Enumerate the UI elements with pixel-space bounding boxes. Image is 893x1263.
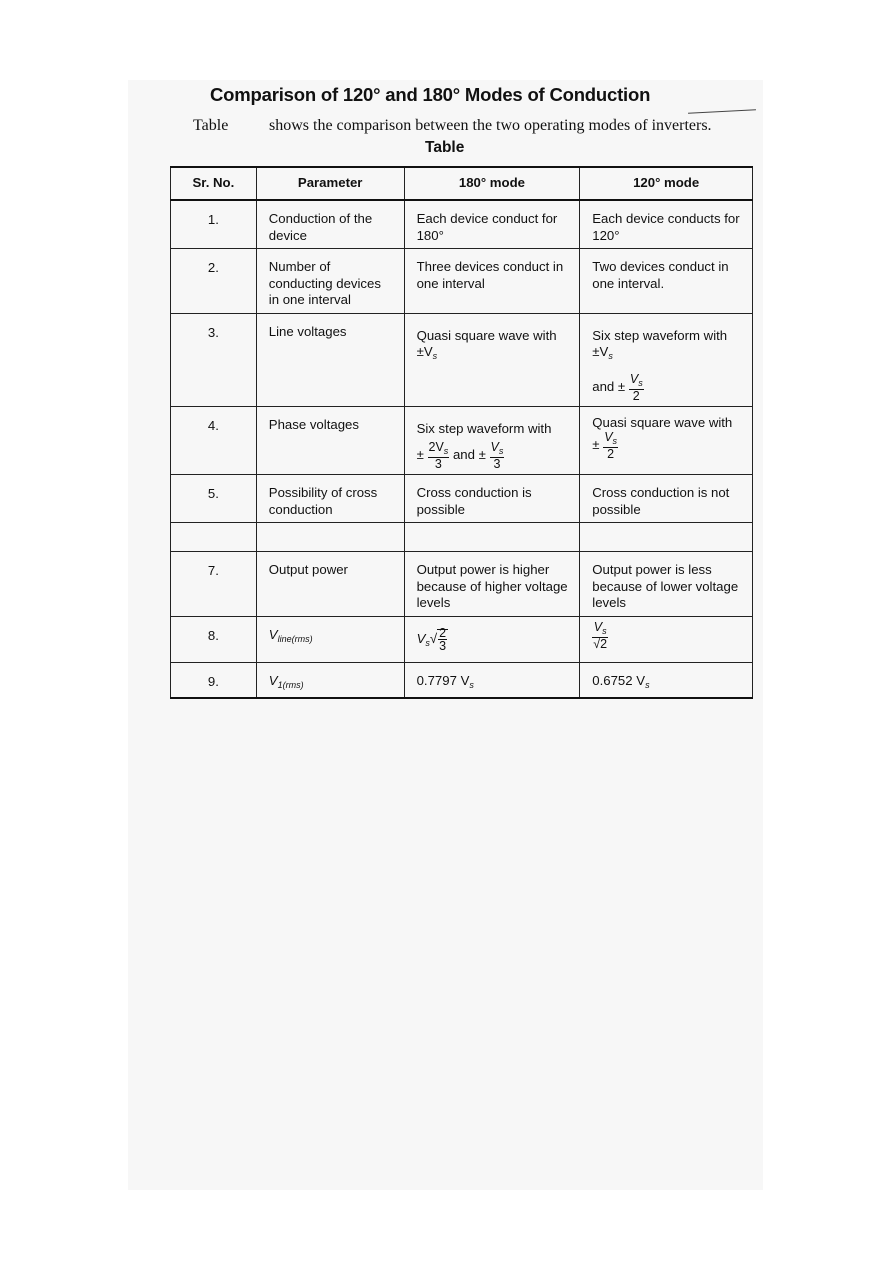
- comparison-table: [170, 166, 753, 699]
- v: V: [593, 619, 603, 634]
- fraction-vs-over-3: [490, 441, 505, 470]
- fraction-2-over-3: [438, 627, 447, 652]
- table-caption: Table: [425, 139, 465, 156]
- subscript-s: s: [608, 351, 613, 361]
- row-120-mode: Each device conducts for 120°: [580, 200, 753, 249]
- sqrt-2-over-3: √ $\frac{2}{3}$: [429, 625, 447, 653]
- row-parameter: Output power: [256, 552, 404, 617]
- subscript-s: s: [645, 679, 650, 690]
- row-180-mode: [404, 662, 580, 698]
- intro-table-label: Table: [193, 117, 229, 134]
- table-row: [171, 313, 753, 406]
- intro-text: shows the comparison between the two operating modes of inverters.: [269, 117, 712, 134]
- table-row: [171, 662, 753, 698]
- v: V: [416, 630, 426, 646]
- denominator: 2: [632, 388, 640, 403]
- v-1: V: [268, 672, 278, 688]
- intro-paragraph: [193, 117, 712, 135]
- row-number: 4.: [171, 406, 257, 475]
- and-pm: and ±: [592, 378, 626, 394]
- pm-v: ±V: [416, 344, 433, 359]
- row-120-mode: Two devices conduct in one interval.: [580, 249, 753, 314]
- fraction-vs-over-sqrt2: [592, 621, 608, 650]
- table-row: [171, 475, 753, 523]
- denominator: 3: [493, 457, 501, 471]
- denominator: √2: [593, 636, 608, 651]
- row-parameter: Line voltages: [256, 313, 404, 406]
- row-120-mode: [580, 662, 753, 698]
- row-number: 2.: [171, 249, 257, 314]
- row-parameter: Number of conducting devices in one interval: [256, 249, 404, 314]
- row-120-mode: Cross conduction is not possible: [580, 475, 753, 523]
- row-180-mode: [404, 406, 580, 475]
- row-parameter: Possibility of cross conduction: [256, 475, 404, 523]
- row-number: [171, 523, 257, 552]
- table-row: [171, 616, 753, 662]
- v: V: [490, 440, 499, 454]
- v: V: [629, 371, 639, 386]
- numerator: 2: [439, 625, 447, 640]
- subscript-s: s: [425, 637, 430, 648]
- table-row: [171, 406, 753, 475]
- fraction-vs-over-2: [603, 431, 618, 460]
- subscript-s: s: [443, 446, 449, 456]
- table-row: [171, 552, 753, 617]
- v: V: [604, 430, 613, 444]
- row-parameter: [256, 662, 404, 698]
- subscript-s: s: [469, 679, 474, 690]
- denominator: 2: [607, 447, 615, 461]
- v-line: V: [268, 626, 278, 642]
- 2v: 2V: [428, 440, 444, 454]
- row-number: 3.: [171, 313, 257, 406]
- row-120-mode: [580, 616, 753, 662]
- row-number: 7.: [171, 552, 257, 617]
- row-120-mode: Output power is less because of lower voltage levels: [580, 552, 753, 617]
- row-parameter: Phase voltages: [256, 406, 404, 475]
- line-voltage-180-math: [417, 344, 438, 359]
- row-parameter: [256, 616, 404, 662]
- table-row-empty: [171, 523, 753, 552]
- row-120-mode: [580, 313, 753, 406]
- subscript-line-rms: line(rms): [277, 633, 313, 644]
- table-header-row: [171, 167, 753, 200]
- subscript-s: s: [602, 625, 607, 636]
- row-parameter: Conduction of the device: [256, 200, 404, 249]
- row-number: 8.: [171, 616, 257, 662]
- subscript-s: s: [498, 446, 504, 456]
- fraction-vs-over-2: [629, 373, 644, 402]
- value-180: 0.7797 V: [416, 672, 470, 688]
- header-sr-no: Sr. No.: [171, 167, 257, 200]
- pm: ±: [416, 446, 424, 462]
- header-180-mode: 180° mode: [404, 167, 580, 200]
- subscript-s: s: [638, 377, 643, 388]
- pm-v: ±V: [592, 344, 609, 359]
- fraction-2vs-over-3: [428, 441, 450, 470]
- row-180-mode: Three devices conduct in one interval: [404, 249, 580, 314]
- row-number: 5.: [171, 475, 257, 523]
- header-parameter: Parameter: [256, 167, 404, 200]
- denominator: 3: [434, 457, 442, 471]
- denominator: 3: [439, 638, 447, 653]
- row-number: 9.: [171, 662, 257, 698]
- section-heading: Comparison of 120° and 180° Modes of Conduction: [210, 84, 651, 105]
- row-180-mode: Each device conduct for 180°: [404, 200, 580, 249]
- value-120: 0.6752 V: [592, 672, 646, 688]
- row-parameter: [256, 523, 404, 552]
- row-number: 1.: [171, 200, 257, 249]
- header-120-mode: 120° mode: [580, 167, 753, 200]
- subscript-s: s: [612, 436, 618, 446]
- table-row: [171, 249, 753, 314]
- row-120-mode: [580, 523, 753, 552]
- row-180-mode: Cross conduction is possible: [404, 475, 580, 523]
- row-180-mode: [404, 313, 580, 406]
- line-voltage-120-text: Six step waveform with: [592, 327, 728, 343]
- subscript-s: s: [432, 351, 438, 361]
- row-180-mode: [404, 616, 580, 662]
- row-180-mode: [404, 523, 580, 552]
- phase-voltage-120-text: Quasi square wave with ±: [592, 414, 733, 452]
- phase-voltage-180-text: Six step waveform with: [416, 420, 552, 436]
- row-180-mode: Output power is higher because of higher voltage levels: [404, 552, 580, 617]
- line-voltage-180-text: Quasi square wave with: [416, 327, 557, 343]
- subscript-1-rms: 1(rms): [277, 679, 304, 690]
- row-120-mode: [580, 406, 753, 475]
- and-pm: and ±: [452, 446, 486, 462]
- table-row: [171, 200, 753, 249]
